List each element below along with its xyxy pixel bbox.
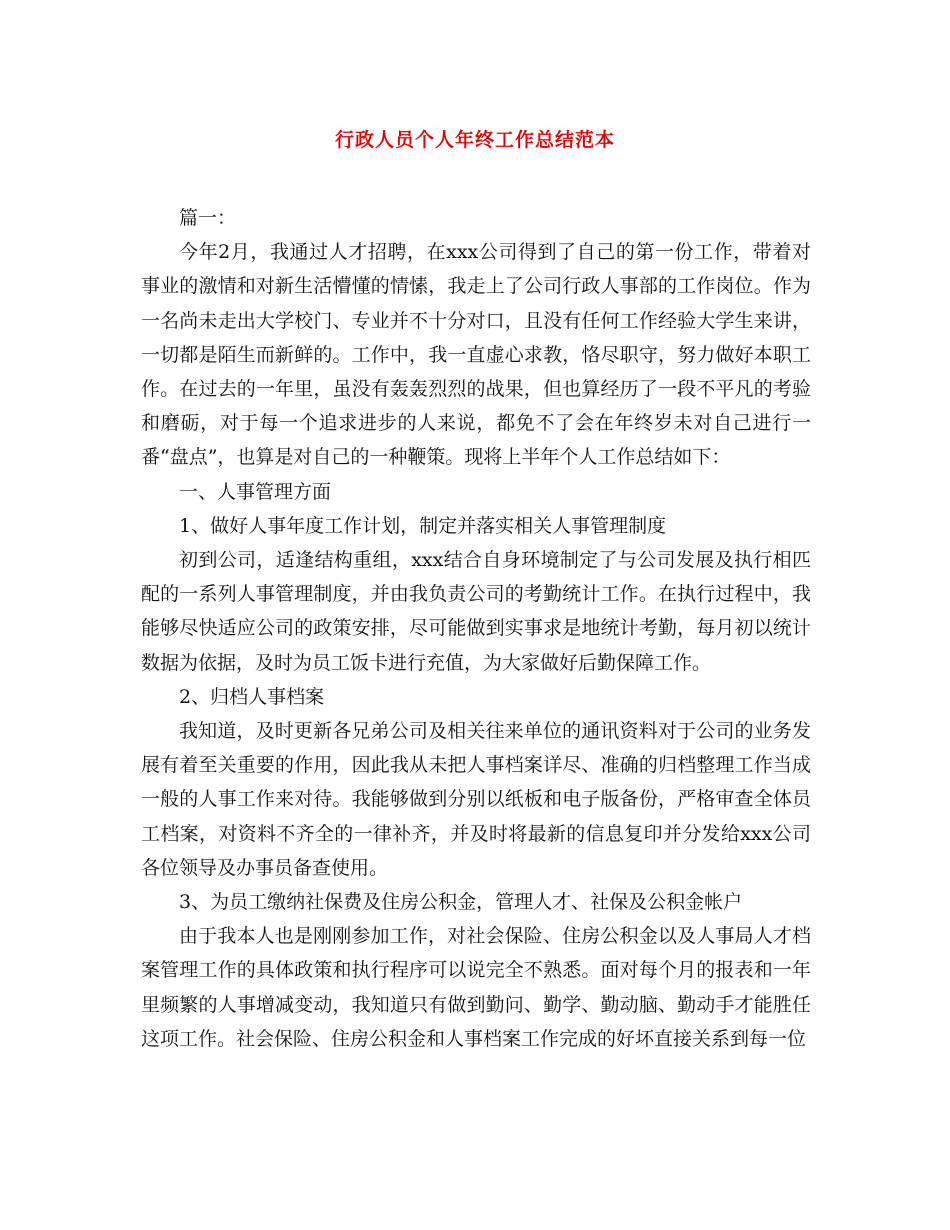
subheading-archives: 2、归档人事档案 [179, 685, 325, 708]
intro-paragraph: 今年2月，我通过人才招聘，在xxx公司得到了自己的第一份工作，带着对事业的激情和对新生活懵懂的情愫，我走上了公司行政人事部的工作岗位。作为一名尚未走出大学校门、专业并不十分对口，且没有任何工作经验大学生来讲，一切都是陌生而新鲜的。工作中，我一直虚心求教，恪尽职守，努力做好本职工作。在过去的一年里，虽没有轰轰烈烈的战果，但也算经历了一段不平凡的考验和磨砺，对于每一个追求进步的人来说，都免不了会在年终岁未对自己进行一番“盘点”，也算是对自己的一种鞭策。现将上半年个人工作总结如下： [141, 241, 811, 469]
section-heading-personnel: 一、人事管理方面 [179, 480, 332, 503]
paragraph-archives: 我知道，及时更新各兄弟公司及相关往来单位的通讯资料对于公司的业务发展有着至关重要的作用，因此我从未把人事档案详尽、准确的归档整理工作当成一般的人事工作来对待。我能够做到分别以纸板和电子版备份，严格审查全体员工档案，对资料不齐全的一律补齐，并及时将最新的信息复印并分发给xxx公司各位领导及办事员备查使用。 [141, 720, 811, 879]
subheading-work-plan: 1、做好人事年度工作计划，制定并落实相关人事管理制度 [179, 514, 667, 537]
paragraph-work-plan: 初到公司，适逢结构重组，xxx结合自身环境制定了与公司发展及执行相匹配的一系列人事管理制度，并由我负责公司的考勤统计工作。在执行过程中，我能够尽快适应公司的政策安排，尽可能做到实事求是地统计考勤，每月初以统计数据为依据，及时为员工饭卡进行充值，为大家做好后勤保障工作。 [141, 549, 811, 674]
subheading-social-security: 3、为员工缴纳社保费及住房公积金，管理人才、社保及公积金帐户 [179, 891, 743, 914]
document-body [141, 201, 811, 1056]
paragraph-social-security: 由于我本人也是刚刚参加工作，对社会保险、住房公积金以及人事局人才档案管理工作的具体政策和执行程序可以说完全不熟悉。面对每个月的报表和一年里频繁的人事增减变动，我知道只有做到勤问、勤学、勤动脑、勤动手才能胜任这项工作。社会保险、住房公积金和人事档案工作完成的好坏直接关系到每一位 [141, 925, 811, 1050]
section-heading-part-one: 篇一： [179, 207, 237, 229]
document-title: 行政人员个人年终工作总结范本 [334, 129, 615, 151]
